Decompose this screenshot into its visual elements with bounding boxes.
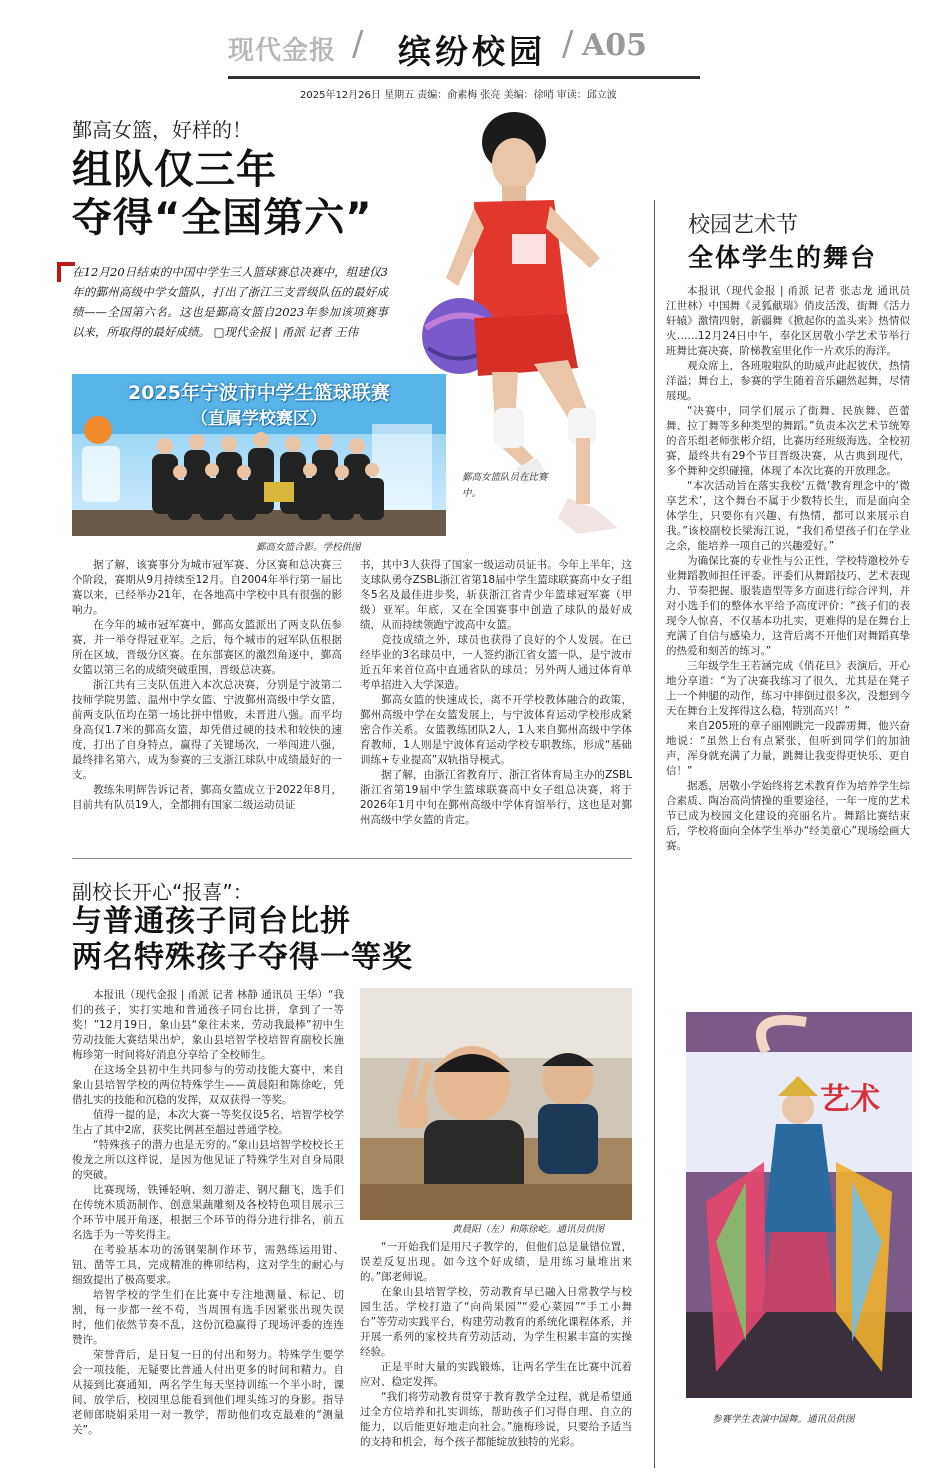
story1-column1: [72, 558, 342, 813]
story3-col1-para: 比赛现场，铁锤轻响、刻刀游走、钢尺翻飞，选手们在传统木质沥制作、创意果蔬雕刻及各校特色项目展示三个环节中展开角逐，根据三个环节的得分进行排名，前五名选手为一等奖得主。: [72, 1184, 344, 1241]
banner-text-line2: （直属学校赛区）: [191, 409, 327, 429]
story2-para: 据悉，居敬小学始终将艺术教育作为培养学生综合素质、陶冶高尚情操的重要途径，一年一度的艺术节已成为校园文化建设的亮丽名片。舞蹈比赛结束后，学校将面向全体学生举办“经美童心”现场绘画大赛。: [666, 780, 910, 852]
students-photo-caption: 黄晨阳（左）和陈徐屹。通讯员供图: [452, 1224, 605, 1235]
story3-column1: [72, 988, 344, 1438]
story1-col2-para: 书，其中3人获得了国家一级运动员证书。今年上半年，这支球队勇夺ZSBL浙江省第18届中学生篮球联赛高中女子组冬5名及最佳进步奖，斩获浙江省青少年篮球冠军赛（甲级）亚军。年底，又在全国赛事中创造了球队的最好成绩，从而持续领跑宁波高中女篮。: [360, 559, 632, 631]
story1-col2-para: 鄞高女篮的快速成长，离不开学校教体融合的政策，鄞州高级中学在女篮发展上，与宁波体育运动学校形成紧密合作关系。女篮教练团队2人，1人来自鄞州高级中学体育教师，1人则是宁波体育运动学校专职教练，形成“基础训练+专业提高”双轨指导模式。: [360, 694, 632, 766]
section-divider: [72, 858, 632, 859]
story2-para: 本报讯（现代金报 | 甬派 记者 张志龙 通讯员 江世林）中国舞《灵狐献瑞》俏皮活泼，街舞《活力轩辕》激情四射，新疆舞《掀起你的盖头来》热情似火……12月24日中午，奉化区居敬小学艺术节举行班舞比赛决赛，阶梯教室里化作一片欢乐的海洋。: [666, 285, 910, 357]
story2-para: 三年级学生王若涵完成《俏花旦》表演后，开心地分享道：“为了决赛我练习了很久，尤其是在凳子上一个伸腿的动作，练习中摔倒过很多次，没想到今天在舞台上发挥得这么稳，特别高兴！”: [666, 660, 910, 717]
story3-col2-para: “我们将劳动教育贯穿于教育教学全过程，就是希望通过全方位培养和扎实训练，帮助孩子们习得自理、自立的能力，以后能更好地走向社会。”施梅珍说，只要给予适当的支持和机会，每个孩子都能绽放独特的光彩。: [360, 1391, 632, 1448]
story1-col1-para: 在今年的城市冠军赛中，鄞高女篮派出了两支队伍参赛，并一举夺得冠亚军。之后，每个城市的冠军队伍根据所在区域，晋级分区赛。在东部赛区的激烈角逐中，鄞高女篮以第三名的成绩突破重围，晋级总决赛。: [72, 619, 342, 676]
story2-body: [666, 284, 910, 854]
story1-col2-para: 据了解，由浙江省教育厅、浙江省体育局主办的ZSBL浙江省第19届中学生篮球联赛高中女子组总决赛，将于2026年1月中旬在鄞州高级中学体育馆举行，这也是对鄞州高级中学女篮的肯定。: [360, 769, 632, 826]
dancer-photo: [686, 1012, 912, 1398]
story2-kicker: 校园艺术节: [688, 213, 799, 238]
story3-col1-para: 荣誉背后，是日复一日的付出和努力。特殊学生要学会一项技能，无疑要比普通人付出更多的时间和精力。自从接到比赛通知，两名学生每天坚持训练一个半小时，课间、放学后，校园里总能看到他们埋头练习的身影。指导老师郎晓娟采用一对一教学，帮助他们攻克最难的“测量关”。: [72, 1349, 344, 1436]
story1-col1-para: 教练朱明辉告诉记者，鄞高女篮成立于2022年8月，目前共有队员19人，全都拥有国家二级运动员证: [72, 784, 342, 811]
story1-kicker: 鄞高女篮，好样的！: [72, 118, 252, 142]
story2-headline: 全体学生的舞台: [688, 243, 878, 272]
story2-para: 观众席上，各班啦啦队的助威声此起彼伏，热情洋溢；舞台上，参赛的学生随着音乐翩然起舞，尽情展现。: [666, 360, 910, 402]
dancer-illustration: [686, 1012, 912, 1398]
masthead-section-title: 缤纷校园: [398, 32, 546, 71]
story1-col2-para: 竞技成绩之外，球员也获得了良好的个人发展。在已经毕业的3名球员中，一人签约浙江省女篮一队，是宁波市近五年来首位高中直通省队的球员；另外两人通过体育单考单招进入大学深造。: [360, 634, 632, 691]
story1-lead: 在12月20日结束的中国中学生三人篮球赛总决赛中，组建仅3年的鄞州高级中学女篮队，打出了浙江三支晋级队伍的最好成绩——全国第六名。这也是鄞高女篮自2023年参加该项赛事以来，所取得的最好成绩。 □现代金报 | 甬派 记者 王伟: [72, 265, 388, 339]
player-photo-caption: 鄞高女篮队员在比赛中。: [462, 472, 548, 499]
dateline: 2025年12月26日 星期五 责编：俞素梅 张亮 美编：徐哨 审读：邱立波: [300, 90, 617, 101]
story3-kicker: 副校长开心“报喜”：: [72, 880, 253, 904]
story3-headline-line2: 两名特殊孩子夺得一等奖: [72, 940, 413, 975]
masthead-paper-name: 现代金报: [228, 36, 337, 66]
masthead-rule: [228, 76, 700, 79]
students-photo: [360, 988, 632, 1220]
story2-para: 来自205班的章子丽刚跳完一段霹雳舞，他兴奋地说：“虽然上台有点紧张，但听到同学们的加油声，浑身就充满了力量，跳舞让我变得更快乐、更自信！”: [666, 720, 910, 777]
story2-para: 为确保比赛的专业性与公正性，学校特邀校外专业舞蹈教师担任评委。评委们从舞蹈技巧、艺术表现力、节奏把握、服装造型等多方面进行综合评判，并对小选手们的整体水平给予高度评价：“孩子们的表现令人惊喜，不仅基本功扎实，更难得的是在舞台上充满了自信与感染力，这背后离不开他们对舞蹈真挚的热爱和刻苦的练习。”: [666, 555, 910, 657]
banner-text-line1: 2025年宁波市中学生篮球联赛: [128, 382, 390, 404]
story3-col1-para: 在这场全县初中生共同参与的劳动技能大赛中，来自象山县培智学校的两位特殊学生——黄晨阳和陈徐屹，凭借扎实的技能和沉稳的发挥，双双获得一等奖。: [72, 1064, 344, 1106]
story3-col2-para: 在象山县培智学校，劳动教育早已融入日常教学与校园生活。学校打造了“向尚果园”“爱心菜园”“手工小舞台”等劳动实践平台，构建劳动教育的系统化课程体系，并开展一系列的家校共育劳动活动，为学生积累丰富的实操经验。: [360, 1286, 632, 1358]
story3-col2-para: “一开始我们是用尺子教学的，但他们总是量错位置，误差反复出现。如今这个好成绩，是用练习量堆出来的。”郎老师说。: [360, 1241, 632, 1283]
story3-col1-para: 本报讯（现代金报 | 甬派 记者 林静 通讯员 王华）“我们的孩子，实打实地和普通孩子同台比拼，拿到了一等奖！”12月19日，象山县“象往未来，劳动我最棒”初中生劳动技能大赛结果出炉，象山县培智学校培智育副校长施梅珍第一时间将好消息分享给了全校师生。: [72, 989, 344, 1061]
story3-col1-para: “特殊孩子的潜力也是无穷的。”象山县培智学校校长王俊龙之所以这样说，是因为他见证了特殊学生对自身局限的突破。: [72, 1139, 344, 1181]
story1-column2: [360, 558, 632, 828]
story1-headline-line2: 夺得“全国第六”: [72, 195, 373, 241]
story2-para: “本次活动旨在落实我校‘五微’教育理念中的‘微享艺术’，这个舞台不属于少数特长生，而是面向全体学生，只要你有兴趣、有热情，都可以来展示自我。”该校副校长梁海江说，“我们希望孩子们在学业之余，能培养一项自己的兴趣爱好。”: [666, 480, 910, 552]
stage-sign-text: 艺术: [820, 1082, 880, 1117]
team-photo: [72, 374, 446, 536]
story3-headline-line1: 与普通孩子同台比拼: [72, 904, 351, 939]
masthead-divider: /: [352, 24, 364, 64]
story1-col1-para: 浙江共有三支队伍进入本次总决赛，分别是宁波第二技师学院男篮、温州中学女篮、宁波鄞州高级中学女篮，前两支队伍均在第一场比拼中惜败，未晋进八强。而平均身高仅1.7米的鄞高女篮，却凭借过硬的技术和较快的速度，打出了自身特点，赢得了关键场次，一举闯进八强，最终排名第六，成为参赛的三支浙江球队中成绩最好的一支。: [72, 679, 342, 781]
students-illustration: [360, 988, 632, 1220]
dancer-photo-caption: 参赛学生表演中国舞。通讯员供图: [712, 1414, 855, 1425]
story3-col1-para: 在考验基本功的汤钢架制作环节，需熟练运用钳、钮、凿等工具，完成精准的榫卯结构，这对学生的耐心与细致提出了极高要求。: [72, 1244, 344, 1286]
story3-col1-para: 值得一提的是，本次大赛一等奖仅设5名，培智学校学生占了其中2席，获奖比例甚至超过普通学校。: [72, 1109, 344, 1136]
story3-col2-para: 正是平时大量的实践锻炼，让两名学生在比赛中沉着应对、稳定发挥。: [360, 1361, 632, 1388]
story2-para: “决赛中，同学们展示了街舞、民族舞、芭蕾舞、拉丁舞等多种类型的舞蹈。”负责本次艺术节统筹的音乐组老师张彬介绍，比赛历经班级海选、全校初赛，最终共有29个节目晋级决赛，从古典到现代，多个舞种交织碰撞，体现了本次比赛的开放理念。: [666, 405, 910, 477]
column-divider: [654, 200, 655, 1468]
masthead-page-number: A05: [582, 28, 648, 63]
story1-col1-para: 据了解，该赛事分为城市冠军赛、分区赛和总决赛三个阶段，赛期从9月持续至12月。自2004年举行第一届比赛以来，已经举办21年，在各地高中学校中具有很强的影响力。: [72, 559, 342, 616]
story1-headline-line1: 组队仅三年: [72, 147, 277, 193]
team-photo-caption: 鄞高女篮合影。学校供图: [256, 542, 361, 553]
story3-col1-para: 培智学校的学生们在比赛中专注地测量、标记、切割，每一步都一丝不苟，当周围有选手因紧张出现失误时，他们依然节奏不乱，这份沉稳赢得了现场评委的连连赞许。: [72, 1289, 344, 1346]
masthead-divider: /: [562, 24, 574, 64]
story3-column2: [360, 1240, 632, 1450]
